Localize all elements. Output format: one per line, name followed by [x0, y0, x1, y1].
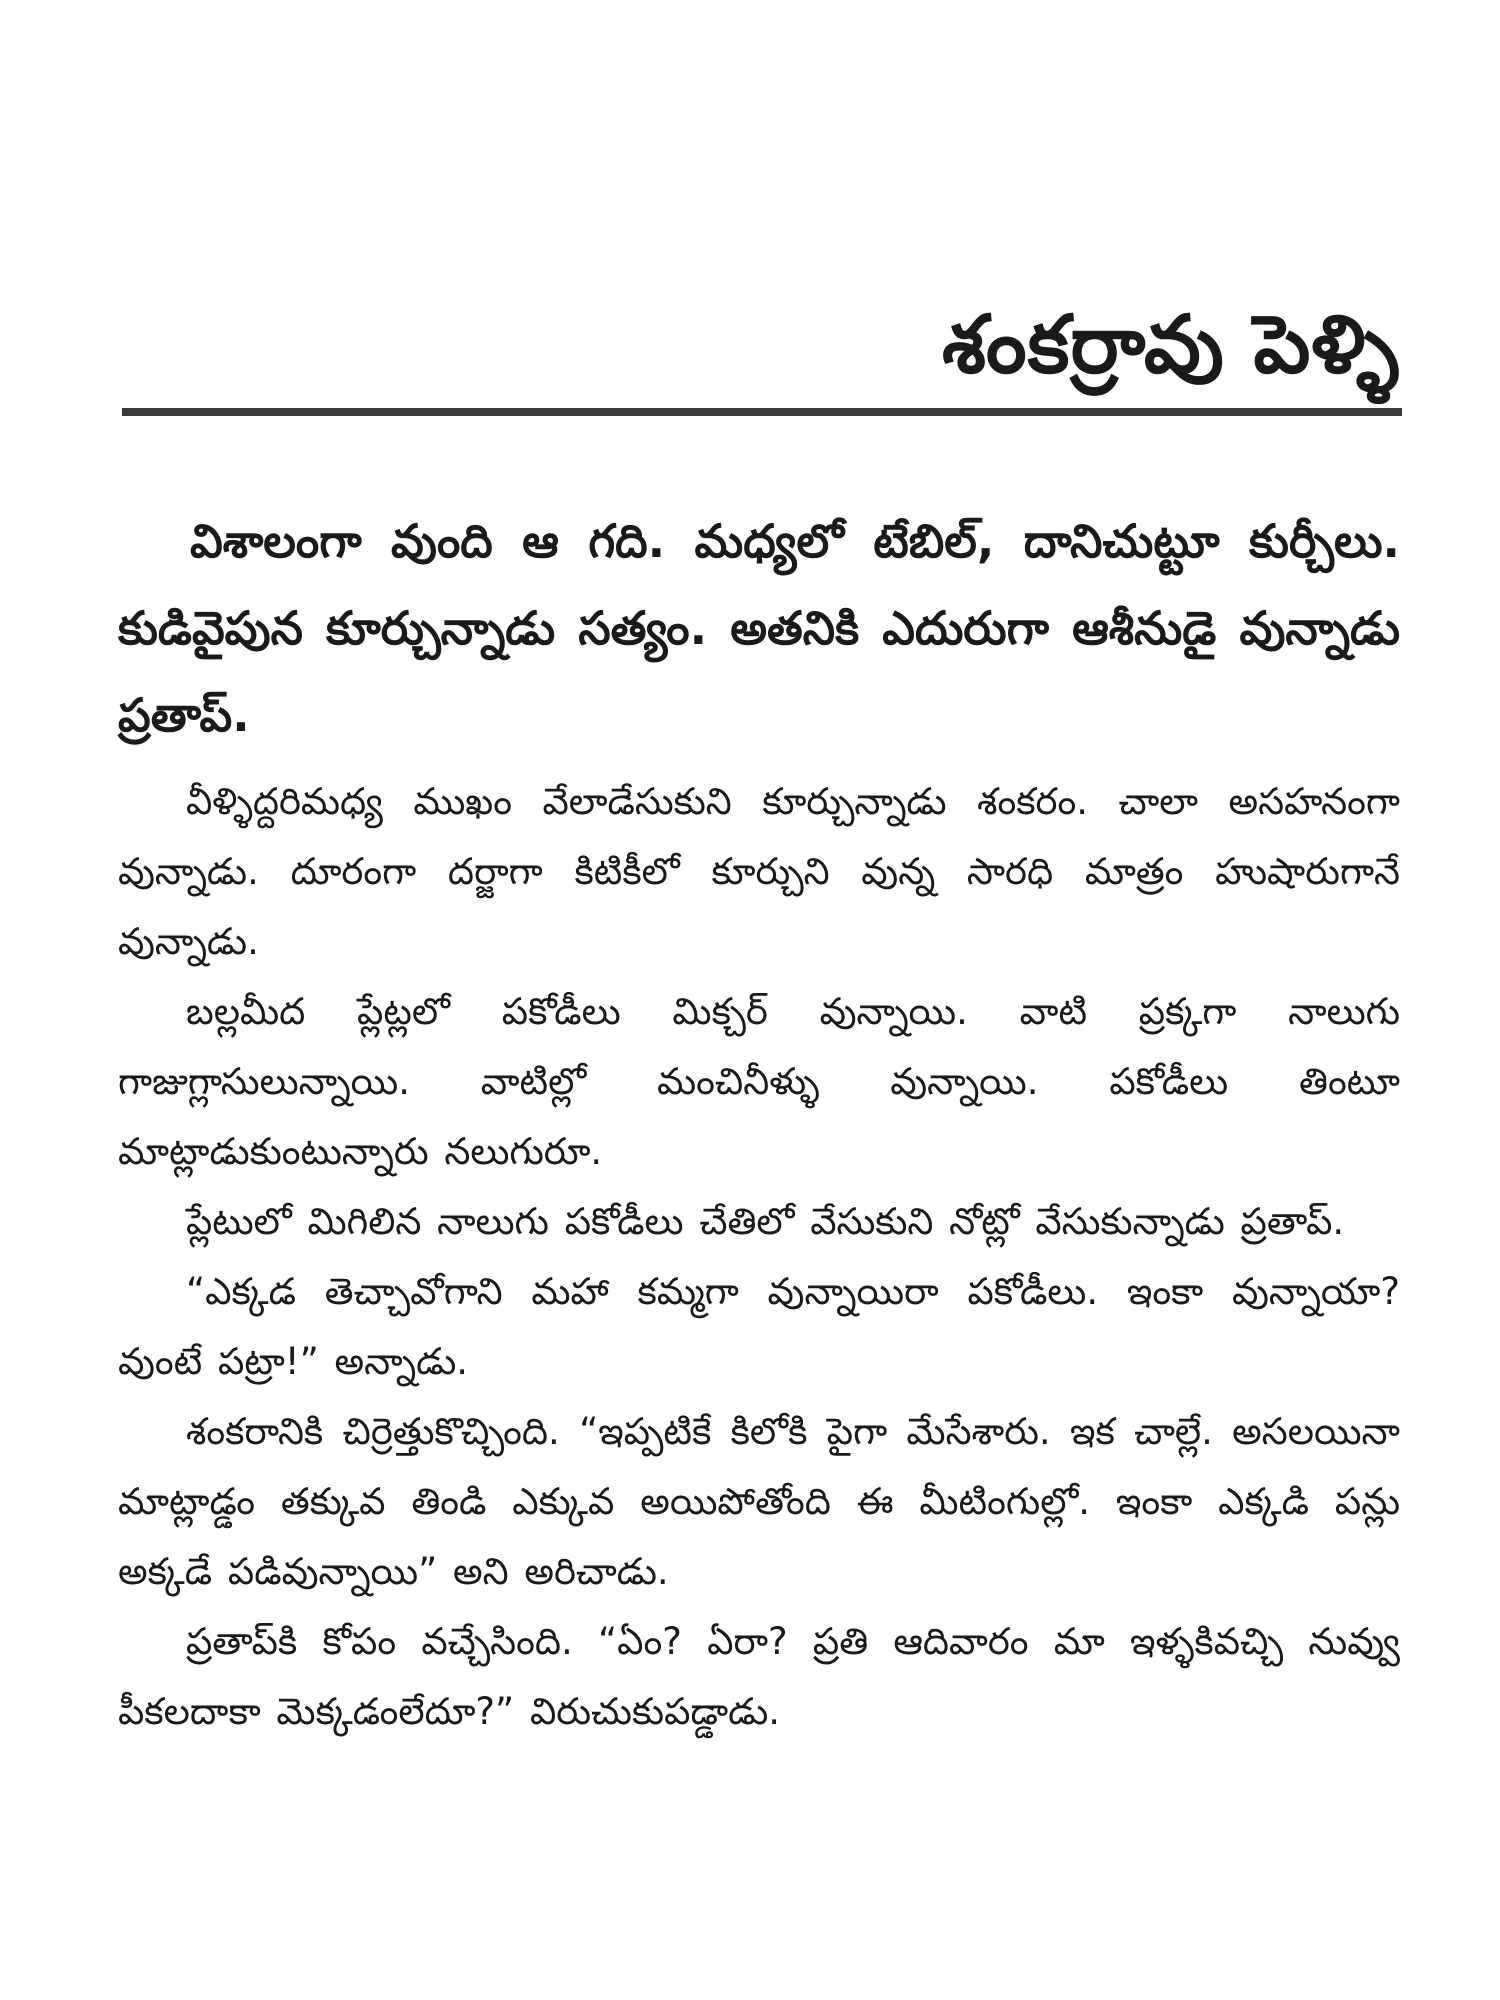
- title-underline-rule: [122, 408, 1402, 416]
- lead-paragraph: విశాలంగా వుంది ఆ గది. మధ్యలో టేబిల్, దానిచుట్టూ కుర్చీలు. కుడివైపున కూర్చున్నాడు సత్యం. అతనికి ఎదురుగా ఆశీనుడై వున్నాడు ప్రతాప్.: [118, 514, 1400, 742]
- chapter-text: [118, 498, 1400, 1747]
- paragraph-5: శంకరానికి చిర్రెత్తుకొచ్చింది. “ఇప్పటికే కిలోకి పైగా మేసేశారు. ఇక చాల్లే. అసలయినా మాట్లాడ్డం తక్కువ తిండి ఎక్కువ అయిపోతోంది ఈ మీటింగుల్లో. ఇంకా ఎక్కడి పన్లు అక్కడే పడివున్నాయి” అని అరిచాడు.: [118, 1410, 1400, 1593]
- paragraph-2: బల్లమీద ప్లేట్లలో పకోడీలు మిక్చర్ వున్నాయి. వాటి ప్రక్కగా నాలుగు గాజుగ్లాసులున్నాయి. వాటిల్లో మంచినీళ్ళు వున్నాయి. పకోడీలు తింటూ మాట్లాడుకుంటున్నారు నలుగురూ.: [118, 990, 1400, 1173]
- paragraph-4: “ఎక్కడ తెచ్చావోగాని మహా కమ్మగా వున్నాయిరా పకోడీలు. ఇంకా వున్నాయా? వుంటే పట్రా!” అన్నాడు.: [118, 1270, 1400, 1383]
- chapter-title: శంకర్రావు పెళ్ళి: [942, 298, 1400, 391]
- paragraph-3: ప్లేటులో మిగిలిన నాలుగు పకోడీలు చేతిలో వేసుకుని నోట్లో వేసుకున్నాడు ప్రతాప్.: [186, 1200, 1345, 1243]
- paragraph-1: వీళ్ళిద్దరిమధ్య ముఖం వేలాడేసుకుని కూర్చున్నాడు శంకరం. చాలా అసహనంగా వున్నాడు. దూరంగా దర్జాగా కిటికీలో కూర్చుని వున్న సారధి మాత్రం హుషారుగానే వున్నాడు.: [118, 780, 1400, 963]
- paragraph-6: ప్రతాప్‌కి కోపం వచ్చేసింది. “ఏం? ఏరా? ప్రతి ఆదివారం మా ఇళ్ళకివచ్చి నువ్వు పీకలదాకా మెక్కడంలేదూ?” విరుచుకుపడ్డాడు.: [118, 1620, 1400, 1733]
